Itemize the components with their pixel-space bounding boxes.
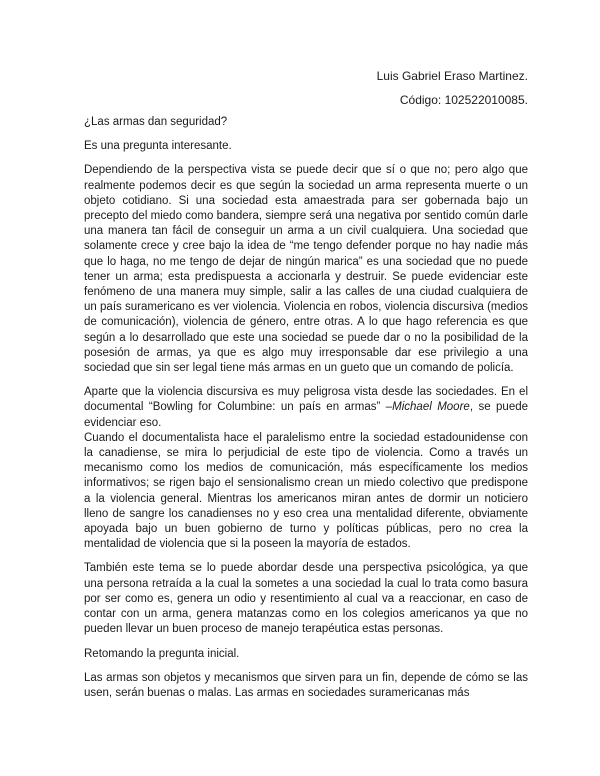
paragraph-1: Dependiendo de la perspectiva vista se puede decir que sí o que no; pero algo que realmente podemos decir es que según la sociedad un arma representa muerte o un objeto cotidiano. Si una sociedad esta amaestrada para ser gobernada bajo un precepto del miedo como bandera, siempre será una negativa por sentido común darle una manera tan fácil de conseguir un arma a un civil cualquiera. Una sociedad que solamente crece y cree bajo la idea de “me tengo defender porque no hay nadie más que lo haga, no me tengo de dejar de ningún marica” es una sociedad que no puede tener un arma; esta predispuesta a accionarla y destruir. Se puede evidenciar este fenómeno de una manera muy simple, salir a las calles de una ciudad cualquiera de un país suramericano es ver violencia. Violencia en robos, violencia discursiva (medios de comunicación), violencia de género, entre otras. A lo que hago referencia es que según a lo desarrollado que este una sociedad se puede dar o no la posibilidad de la posesión de armas, ya que es algo muy irresponsable dar ese privilegio a una sociedad que sin ser legal tiene más armas en un gueto que un comando de policía. <box>84 164 528 375</box>
paragraph-2 <box>84 385 528 431</box>
paragraph-2-end: , se puede evidenciar eso. <box>84 401 529 429</box>
document-body <box>84 115 528 710</box>
paragraph-6: Las armas son objetos y mecanismos que sirven para un fin, depende de cómo se las usen, serán buenas o malas. Las armas en sociedades suramericanas más <box>84 671 528 699</box>
student-code: Código: 102522010085. <box>399 93 528 107</box>
paragraph-4: También este tema se lo puede abordar desde una perspectiva psicológica, ya que una persona retraída a la cual la sometes a una sociedad la cual lo trata como basura por ser como es, genera un odio y resentimiento al cual va a reaccionar, en caso de contar con un arma, genera matanzas como en los colegios americanos ya que no pueden llevar un buen proceso de manejo terapéutica estas personas. <box>84 562 528 636</box>
essay-title: ¿Las armas dan seguridad? <box>84 116 228 128</box>
paragraph-2-start: Aparte que la violencia discursiva es muy peligrosa vista desde las sociedades. En el documental “Bowling for Columbine: un país en armas” – <box>84 386 528 414</box>
intro-line: Es una pregunta interesante. <box>84 140 232 153</box>
documentary-author: Michael Moore <box>392 401 470 414</box>
paragraph-3: Cuando el documentalista hace el paralelismo entre la sociedad estadounidense con la canadiense, se mira lo perjudicial de este tipo de violencia. Como a través un mecanismo como los medios de comunicación, más específicamente los medios informativos; se rigen bajo el sensionalismo crean un miedo colectivo que predispone a la violencia general. Mientras los americanos miran antes de dormir un noticiero lleno de sangre los canadienses no y eso crea una mentalidad diferente, obviamente apoyada bajo un buen gobierno de turno y políticas públicas, pero no crea la mentalidad de violencia que si la poseen la mayoría de estados. <box>84 431 528 551</box>
author-name: Luis Gabriel Eraso Martinez. <box>376 69 528 83</box>
paragraph-5: Retomando la pregunta inicial. <box>84 647 240 660</box>
